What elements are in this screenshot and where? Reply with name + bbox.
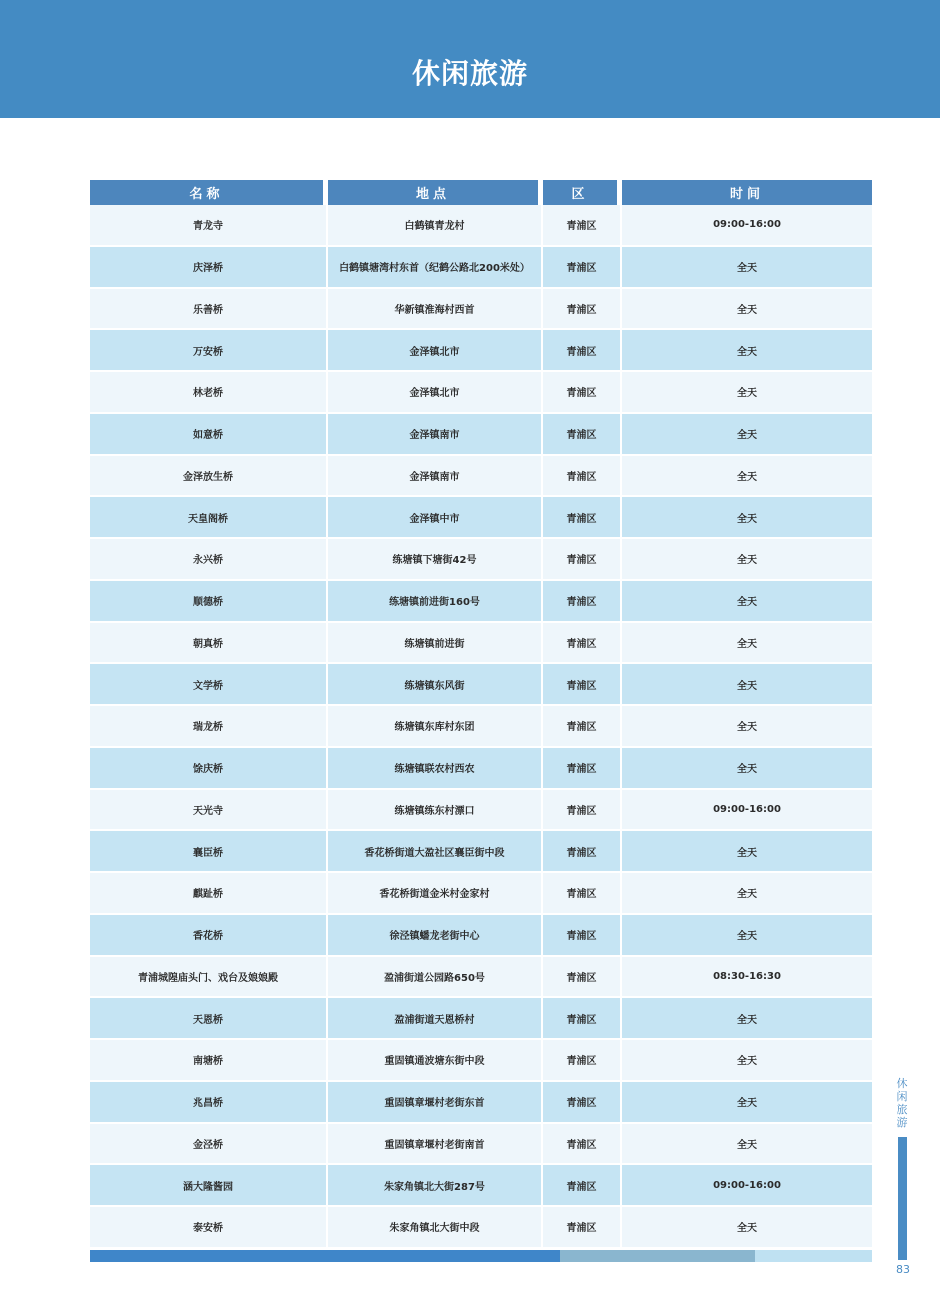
cell-district: 青浦区	[543, 831, 622, 871]
table-row	[90, 831, 872, 873]
cell-district: 青浦区	[543, 372, 622, 412]
cell-location: 练塘镇东风街	[328, 664, 543, 704]
cell-location: 香花桥街道金米村金家村	[328, 873, 543, 913]
page-title: 休闲旅游	[411, 57, 528, 90]
header-name: 名称	[90, 180, 328, 205]
table-row	[90, 790, 872, 832]
cell-location: 香花桥街道大盈社区襄臣街中段	[328, 831, 543, 871]
cell-location: 练塘镇东库村东团	[328, 706, 543, 746]
cell-district: 青浦区	[543, 1040, 622, 1080]
table-row	[90, 1040, 872, 1082]
cell-time: 全天	[737, 764, 757, 776]
cell-time: 全天	[737, 1223, 757, 1235]
cell-location: 重固镇章堰村老街东首	[328, 1082, 543, 1122]
cell-time: 09:00-16:00	[713, 803, 781, 815]
table-row	[90, 957, 872, 999]
cell-name: 青龙寺	[90, 205, 328, 245]
footer-bar-segment	[560, 1250, 755, 1262]
cell-time: 全天	[737, 346, 757, 358]
cell-time: 全天	[737, 430, 757, 442]
table-row	[90, 456, 872, 498]
cell-location: 金泽镇北市	[328, 372, 543, 412]
table-row	[90, 414, 872, 456]
cell-district: 青浦区	[543, 539, 622, 579]
table-row	[90, 998, 872, 1040]
table-row	[90, 1165, 872, 1207]
cell-district: 青浦区	[543, 1207, 622, 1247]
cell-name: 金泾桥	[90, 1124, 328, 1164]
cell-location: 金泽镇南市	[328, 456, 543, 496]
table-row	[90, 873, 872, 915]
cell-district: 青浦区	[543, 748, 622, 788]
cell-name: 庆泽桥	[90, 247, 328, 287]
cell-name: 麒趾桥	[90, 873, 328, 913]
cell-district: 青浦区	[543, 623, 622, 663]
footer-bar	[90, 1250, 872, 1262]
cell-name: 南塘桥	[90, 1040, 328, 1080]
cell-name: 万安桥	[90, 330, 328, 370]
cell-name: 兆昌桥	[90, 1082, 328, 1122]
cell-location: 练塘镇下塘街42号	[328, 539, 543, 579]
cell-name: 天光寺	[90, 790, 328, 830]
cell-location: 重固镇章堰村老街南首	[328, 1124, 543, 1164]
footer-bar-segment	[755, 1250, 872, 1262]
table-row	[90, 497, 872, 539]
table-header	[90, 180, 872, 205]
cell-name: 如意桥	[90, 414, 328, 454]
cell-time: 全天	[737, 1098, 757, 1110]
cell-district: 青浦区	[543, 1082, 622, 1122]
table-row	[90, 330, 872, 372]
cell-location: 盈浦街道公园路650号	[328, 957, 543, 997]
cell-time: 全天	[737, 555, 757, 567]
cell-time: 全天	[737, 471, 757, 483]
table-row	[90, 247, 872, 289]
cell-district: 青浦区	[543, 957, 622, 997]
cell-name: 香花桥	[90, 915, 328, 955]
cell-district: 青浦区	[543, 205, 622, 245]
cell-time: 全天	[737, 680, 757, 692]
cell-time: 08:30-16:30	[713, 970, 781, 982]
table-row	[90, 539, 872, 581]
cell-name: 顺德桥	[90, 581, 328, 621]
cell-location: 练塘镇联农村西农	[328, 748, 543, 788]
cell-location: 朱家角镇北大街中段	[328, 1207, 543, 1247]
cell-name: 天恩桥	[90, 998, 328, 1038]
cell-district: 青浦区	[543, 790, 622, 830]
cell-name: 朝真桥	[90, 623, 328, 663]
cell-time: 全天	[737, 263, 757, 275]
cell-location: 徐泾镇蟠龙老街中心	[328, 915, 543, 955]
table-row	[90, 205, 872, 247]
header-location: 地点	[328, 180, 543, 205]
cell-time: 全天	[737, 722, 757, 734]
cell-district: 青浦区	[543, 873, 622, 913]
cell-time: 全天	[737, 847, 757, 859]
table-body	[90, 205, 872, 1249]
table-row	[90, 1082, 872, 1124]
cell-district: 青浦区	[543, 1165, 622, 1205]
cell-district: 青浦区	[543, 289, 622, 329]
cell-time: 全天	[737, 889, 757, 901]
header-time: 时间	[729, 187, 764, 202]
cell-name: 涵大隆酱园	[90, 1165, 328, 1205]
cell-district: 青浦区	[543, 1124, 622, 1164]
cell-location: 练塘镇练东村漂口	[328, 790, 543, 830]
side-accent-bar	[898, 1137, 907, 1260]
cell-district: 青浦区	[543, 998, 622, 1038]
cell-district: 青浦区	[543, 915, 622, 955]
cell-location: 金泽镇北市	[328, 330, 543, 370]
cell-location: 白鹤镇塘湾村东首（纪鹤公路北200米处）	[328, 247, 543, 287]
cell-time: 全天	[737, 1014, 757, 1026]
cell-location: 重固镇通波塘东街中段	[328, 1040, 543, 1080]
cell-time: 全天	[737, 638, 757, 650]
cell-time: 全天	[737, 513, 757, 525]
cell-name: 天皇阁桥	[90, 497, 328, 537]
cell-time: 全天	[737, 1139, 757, 1151]
cell-location: 练塘镇前进街160号	[328, 581, 543, 621]
top-banner	[0, 0, 940, 118]
cell-district: 青浦区	[543, 456, 622, 496]
cell-name: 林老桥	[90, 372, 328, 412]
cell-time: 全天	[737, 1056, 757, 1068]
table-row	[90, 706, 872, 748]
cell-name: 泰安桥	[90, 1207, 328, 1247]
table-row	[90, 1207, 872, 1249]
cell-time: 全天	[737, 304, 757, 316]
cell-location: 盈浦街道天恩桥村	[328, 998, 543, 1038]
table-row	[90, 915, 872, 957]
cell-location: 练塘镇前进街	[328, 623, 543, 663]
table-row	[90, 372, 872, 414]
cell-name: 馀庆桥	[90, 748, 328, 788]
cell-name: 文学桥	[90, 664, 328, 704]
cell-district: 青浦区	[543, 664, 622, 704]
cell-time: 全天	[737, 597, 757, 609]
cell-district: 青浦区	[543, 497, 622, 537]
cell-name: 乐善桥	[90, 289, 328, 329]
cell-time: 09:00-16:00	[713, 1179, 781, 1191]
cell-district: 青浦区	[543, 414, 622, 454]
cell-name: 襄臣桥	[90, 831, 328, 871]
cell-time: 全天	[737, 931, 757, 943]
table-row	[90, 1124, 872, 1166]
attractions-table	[90, 180, 872, 1249]
cell-name: 金泽放生桥	[90, 456, 328, 496]
cell-location: 金泽镇中市	[328, 497, 543, 537]
footer-bar-segment	[90, 1250, 560, 1262]
cell-district: 青浦区	[543, 581, 622, 621]
cell-time: 09:00-16:00	[713, 219, 781, 231]
cell-location: 华新镇淮海村西首	[328, 289, 543, 329]
table-row	[90, 748, 872, 790]
table-row	[90, 664, 872, 706]
cell-name: 瑞龙桥	[90, 706, 328, 746]
cell-location: 朱家角镇北大街287号	[328, 1165, 543, 1205]
cell-location: 金泽镇南市	[328, 414, 543, 454]
cell-time: 全天	[737, 388, 757, 400]
cell-name: 青浦城隍庙头门、戏台及娘娘殿	[90, 957, 328, 997]
cell-name: 永兴桥	[90, 539, 328, 579]
page-number: 83	[896, 1263, 910, 1276]
cell-district: 青浦区	[543, 330, 622, 370]
cell-district: 青浦区	[543, 706, 622, 746]
cell-district: 青浦区	[543, 247, 622, 287]
table-row	[90, 623, 872, 665]
cell-location: 白鹤镇青龙村	[328, 205, 543, 245]
side-section-label: 休闲旅游	[896, 1077, 908, 1129]
table-row	[90, 581, 872, 623]
table-row	[90, 289, 872, 331]
header-district: 区	[543, 180, 622, 205]
